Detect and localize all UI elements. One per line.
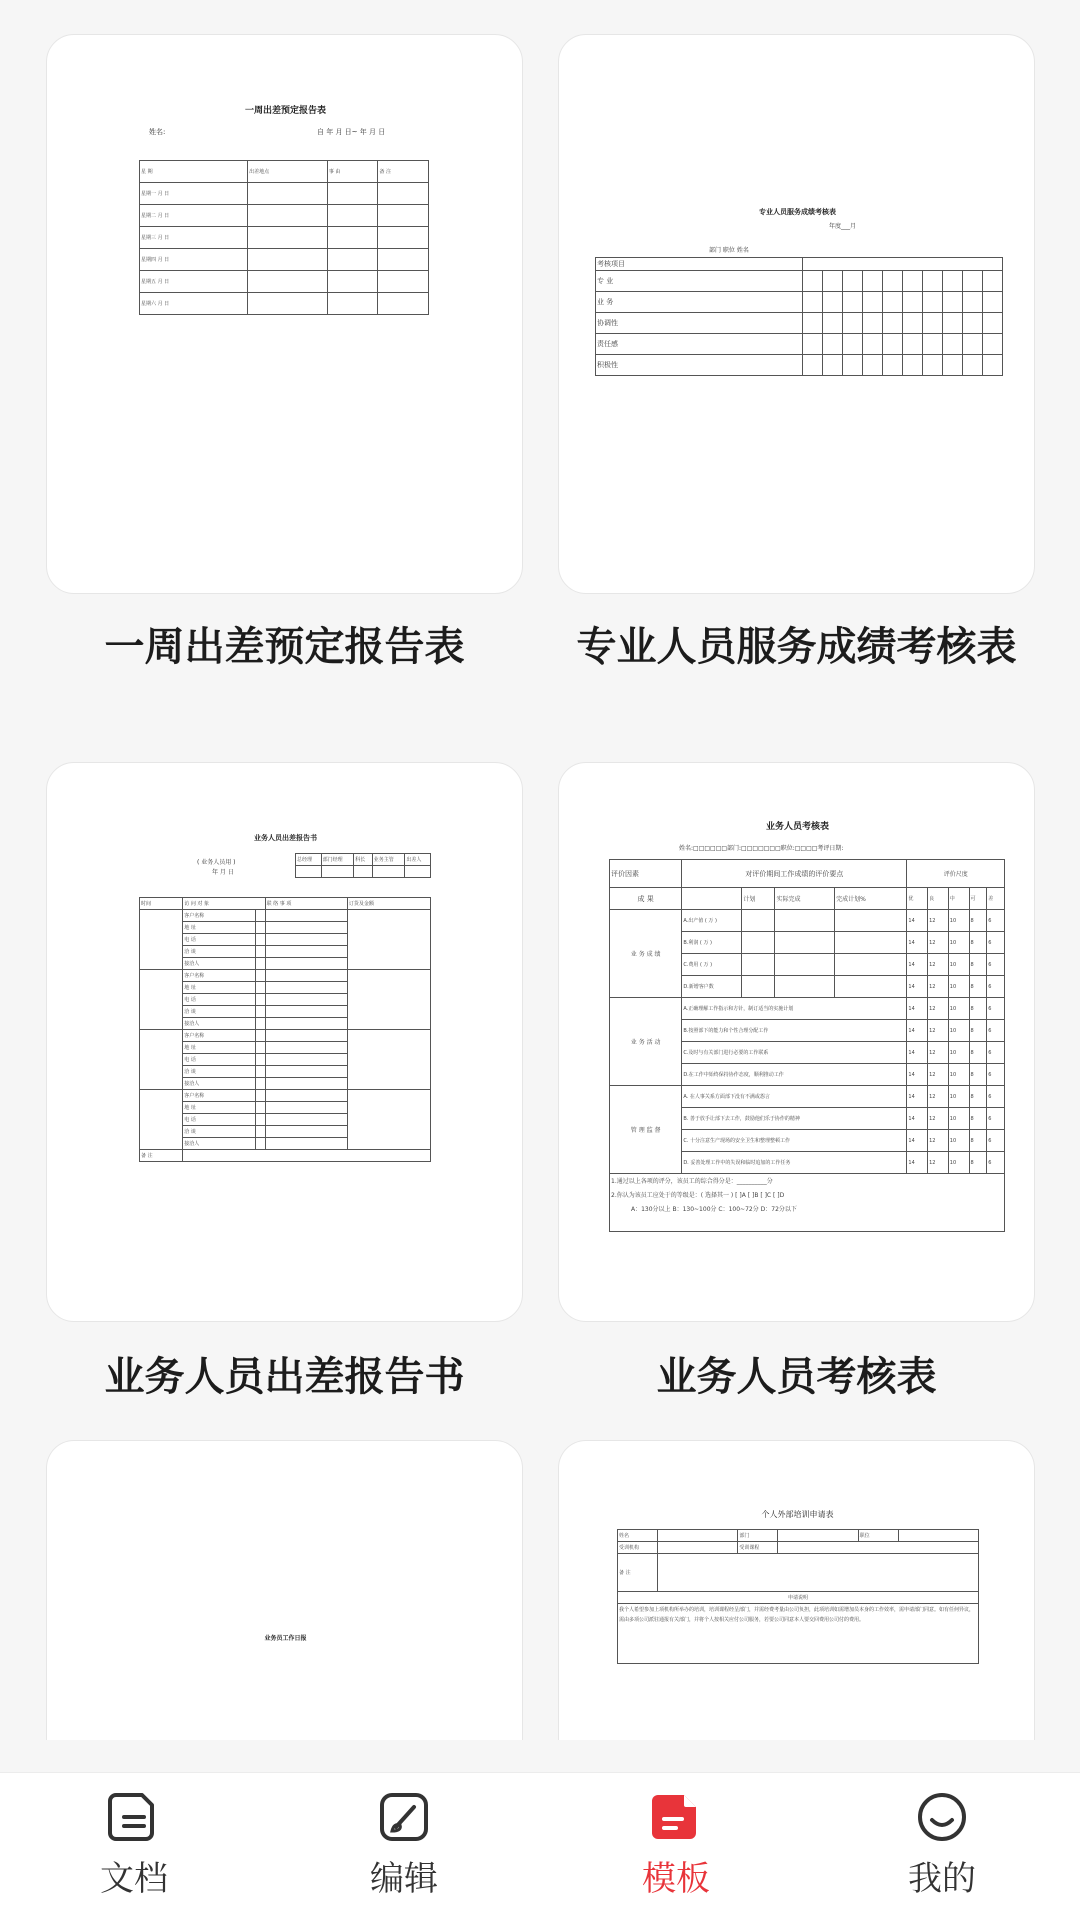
tab-label: 文档 — [100, 1859, 168, 1899]
stamp-header: 出差人 — [405, 854, 431, 866]
tab-label: 模板 — [642, 1859, 710, 1899]
col-header: 星 期 — [140, 161, 248, 183]
col-header: 对评价期间工作成绩的评价要点 — [682, 860, 907, 888]
col-header: 事 由 — [327, 161, 378, 183]
preview-heading: 专业人员服务成绩考核表 — [759, 208, 836, 216]
preview-heading: 个人外部培训申请表 — [761, 1510, 834, 1519]
template-title[interactable]: 专业人员服务成绩考核表 — [576, 624, 1017, 670]
preview-meta-right: 自 年 月 日~ 年 月 日 — [317, 128, 386, 136]
profile-smile-icon — [912, 1787, 972, 1847]
col-header: 时间 — [140, 898, 183, 910]
col-header: 评价因素 — [610, 860, 682, 888]
tab-label: 编辑 — [370, 1859, 438, 1899]
col-header: 评价尺度 — [907, 860, 1005, 888]
tab-profile[interactable] — [862, 1787, 1022, 1911]
template-card-service-assessment[interactable] — [558, 34, 1035, 594]
row-label: 星期二 月 日 — [140, 205, 248, 227]
template-card-training-application[interactable] — [558, 1440, 1035, 1740]
footer-label: 备 注 — [140, 1150, 183, 1162]
preview-table: 姓名 部门 职位 受训机构 受训课程 备 注 申请说明 我个人希望参加上项机构所举办的培训，培训课程经呈部门，并需经费考量由公司负担，此项培训如需增加员本身的工作效率，需申请部门同意。如有任何异议，需由多项公司派驻通报有关部门，并将个人按相关应付公司服务，若要公司同意本人要交回费用公司付的费用。 — [617, 1529, 979, 1664]
template-title[interactable]: 业务人员出差报告书 — [104, 1354, 465, 1400]
preview-stamp-table — [295, 853, 431, 878]
preview-table: 时间 访 问 对 象 联 络 事 项 订货及金额 客户名称 地 址 电 话 洽 谈 接洽人 客户名称 地 址 电 话 洽 谈 接洽人 客户名称 地 址 电 话 洽 谈 接洽人 客户名称 地 址 电 话 洽 谈 接洽人 备 注 — [139, 897, 431, 1162]
preview-table: 评价因素 对评价期间工作成绩的评价要点 评价尺度 成 果 计划 实际完成 完成计划% 优 良 中 可 差 业 务 成 绩 A.出产值 ( 万 ) 14 12 10 8 6 B.利润 ( 万 ) 14 12 10 8 6 C.费用 ( 万 ) 14 12 10 8 6 D.新增客户数 14 12 10 8 6 业 务 活 动 A.正确理解工作指示和方针，制订适当的实施计划 14 12 10 8 6 B.按照部下的能力和个性合理分配工作 14 12 10 8 6 C.及时与有关部门进行必要的工作联系 14 12 10 8 6 D.在工作中始终保持协作态度，顺利推动工作 14 12 10 8 6 管 理 监 督 A. 在人事关系方面部下没有不满或怨言 14 12 10 8 6 B. 善于放手让部下去工作，鼓励他们乐于协作的精神 14 12 10 8 6 C. 十分注意生产现场的安全卫生和整理整顿工作 14 12 10 8 6 D. 妥善处理工作中的失误和临时追加的工作任务 14 12 10 8 6 1.通过以上各项的评分，该员工的综合得分是：__________分 2.你认为该员工应处于的等级是：( 选择其一 ) [ ]A [ ]B [ ]C [ ]D A：130分以上 B：130~100分 C：100~72分 D：72分以下 — [609, 859, 1005, 1232]
template-card-sales-assessment[interactable] — [558, 762, 1035, 1322]
row-label: 星期六 月 日 — [140, 293, 248, 315]
preview-table — [595, 257, 1003, 376]
template-icon — [646, 1787, 706, 1847]
tab-templates[interactable] — [596, 1787, 756, 1911]
tab-label: 我的 — [908, 1859, 976, 1899]
tab-documents[interactable] — [54, 1787, 214, 1911]
template-card-daily-report[interactable] — [46, 1440, 523, 1740]
row-label: 星期五 月 日 — [140, 271, 248, 293]
document-icon — [104, 1787, 164, 1847]
row-label: 责任感 — [596, 334, 803, 355]
row-label: 星期三 月 日 — [140, 227, 248, 249]
row-label: 积极性 — [596, 355, 803, 376]
preview-meta-left: 姓名: — [149, 128, 166, 136]
preview-heading: 业务人员考核表 — [765, 822, 829, 832]
template-title[interactable]: 业务人员考核表 — [656, 1354, 937, 1400]
col-header: 访 问 对 象 — [183, 898, 265, 910]
stamp-header: 业务主管 — [372, 854, 405, 866]
stamp-header: 部门经理 — [321, 854, 354, 866]
preview-heading: 一周出差预定报告表 — [244, 106, 326, 116]
preview-meta-left: ( 业务人员用 ) — [197, 859, 236, 866]
template-title[interactable]: 一周出差预定报告表 — [104, 624, 465, 670]
stamp-header: 科长 — [354, 854, 372, 866]
preview-heading: 业务人员出差报告书 — [254, 834, 317, 842]
preview-heading: 业务员工作日报 — [264, 1635, 307, 1642]
row-label: 业 务 — [596, 292, 803, 313]
col-header: 备 注 — [378, 161, 429, 183]
preview-meta2: 部门 职位 姓名 — [709, 247, 749, 254]
preview-meta-left2: 年 月 日 — [212, 869, 234, 876]
col-header: 出差地点 — [248, 161, 328, 183]
row-label: 星期一 月 日 — [140, 183, 248, 205]
preview-meta: 年度___月 — [829, 223, 857, 230]
row-label: 星期四 月 日 — [140, 249, 248, 271]
row-label: 专 业 — [596, 271, 803, 292]
template-card-trip-report[interactable] — [46, 762, 523, 1322]
tab-edit[interactable] — [324, 1787, 484, 1911]
row-label: 考核项目 — [596, 258, 803, 271]
stamp-header: 总经理 — [296, 854, 322, 866]
edit-brush-icon — [374, 1787, 434, 1847]
template-card-weekly-trip[interactable] — [46, 34, 523, 594]
col-header: 订货及金额 — [347, 898, 430, 910]
bottom-tab-bar — [0, 1772, 1080, 1920]
col-header: 联 络 事 项 — [265, 898, 347, 910]
preview-table — [139, 160, 429, 315]
preview-meta: 姓名:□□□□□□部门:□□□□□□□职位:□□□□考评日期: — [679, 845, 844, 852]
row-label: 协调性 — [596, 313, 803, 334]
